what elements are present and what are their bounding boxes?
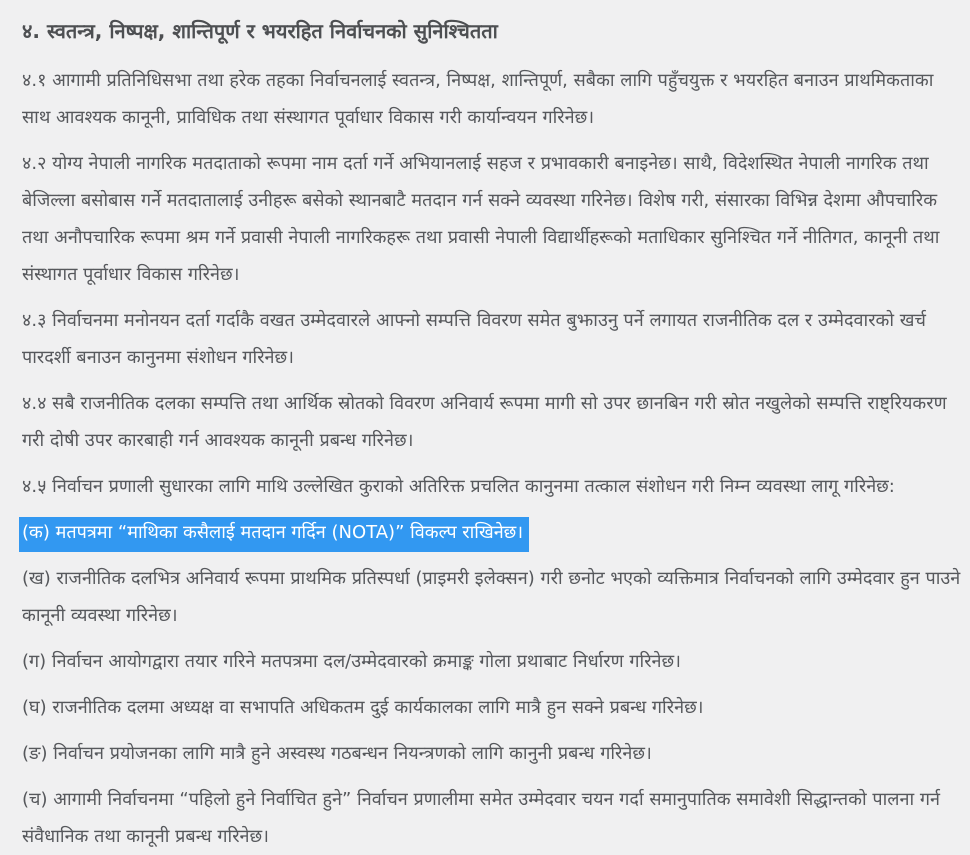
highlighted-text-selection: (क) मतपत्रमा “माथिका कसैलाई मतदान गर्दिन (NOTA)” विकल्प राखिनेछ। bbox=[19, 517, 529, 552]
clause-kha: (ख) राजनीतिक दलभित्र अनिवार्य रूपमा प्राथमिक प्रतिस्पर्धा (प्राइमरी इलेक्सन) गरी छनोट भएको व्यक्तिमात्र निर्वाचनको लागि उम्मेदवार हुन पाउने कानूनी व्यवस्था गरिनेछ। bbox=[22, 568, 961, 626]
clause-ga: (ग) निर्वाचन आयोगद्वारा तयार गरिने मतपत्रमा दल/उम्मेदवारको क्रमाङ्क गोला प्रथाबाट निर्धारण गरिनेछ। bbox=[22, 651, 681, 672]
clause-ka bbox=[22, 514, 966, 551]
clause-nga: (ङ) निर्वाचन प्रयोजनका लागि मात्रै हुने अस्वस्थ गठबन्धन नियन्त्रणको लागि कानुनी प्रबन्ध गरिनेछ। bbox=[22, 743, 652, 764]
paragraph-4-5: ४.५ निर्वाचन प्रणाली सुधारका लागि माथि उल्लेखित कुराको अतिरिक्त प्रचलित कानुनमा तत्काल संशोधन गरी निम्न व्यवस्था लागू गरिनेछ: bbox=[22, 476, 895, 497]
paragraph-4-2: ४.२ योग्य नेपाली नागरिक मतदाताको रूपमा नाम दर्ता गर्ने अभियानलाई सहज र प्रभावकारी बनाइनेछ। साथै, विदेशस्थित नेपाली नागरिक तथा बेजिल्ला बसोबास गर्ने मतदातालाई उनीहरू बसेको स्थानबाटै मतदान गर्न सक्ने व्यवस्था गरिनेछ। विशेष गरी, संसारका विभिन्न देशमा औपचारिक तथा अनौपचारिक रूपमा श्रम गर्ने प्रवासी नेपाली नागरिकहरू तथा प्रवासी नेपाली विद्यार्थीहरूको मताधिकार सुनिश्चित गर्ने नीतिगत, कानूनी तथा संस्थागत पूर्वाधार विकास गरिनेछ। bbox=[22, 153, 940, 285]
clause-cha: (च) आगामी निर्वाचनमा “पहिलो हुने निर्वाचित हुने” निर्वाचन प्रणालीमा समेत उम्मेदवार चयन गर्दा समानुपातिक समावेशी सिद्धान्तको पालना गर्न संवैधानिक तथा कानूनी प्रबन्ध गरिनेछ। bbox=[22, 789, 940, 847]
clause-gha: (घ) राजनीतिक दलमा अध्यक्ष वा सभापति अधिकतम दुई कार्यकालका लागि मात्रै हुन सक्ने प्रबन्ध गरिनेछ। bbox=[22, 697, 704, 718]
paragraph-4-3: ४.३ निर्वाचनमा मनोनयन दर्ता गर्दाकै वखत उम्मेदवारले आफ्नो सम्पत्ति विवरण समेत बुझाउनु पर्ने लगायत राजनीतिक दल र उम्मेदवारको खर्च पारदर्शी बनाउन कानुनमा संशोधन गरिनेछ। bbox=[22, 310, 926, 368]
paragraph-4-1: ४.१ आगामी प्रतिनिधिसभा तथा हरेक तहका निर्वाचनलाई स्वतन्त्र, निष्पक्ष, शान्तिपूर्ण, सबैका लागि पहुँचयुक्त र भयरहित बनाउन प्राथमिकताका साथ आवश्यक कानूनी, प्राविधिक तथा संस्थागत पूर्वाधार विकास गरी कार्यान्वयन गरिनेछ। bbox=[22, 70, 934, 128]
paragraph-4-4: ४.४ सबै राजनीतिक दलका सम्पत्ति तथा आर्थिक स्रोतको विवरण अनिवार्य रूपमा मागी सो उपर छानबिन गरी स्रोत नखुलेको सम्पत्ति राष्ट्रियकरण गरी दोषी उपर कारबाही गर्न आवश्यक कानूनी प्रबन्ध गरिनेछ। bbox=[22, 393, 947, 451]
section-heading: ४. स्वतन्त्र, निष्पक्ष, शान्तिपूर्ण र भयरहित निर्वाचनको सुनिश्चितता bbox=[22, 19, 498, 43]
